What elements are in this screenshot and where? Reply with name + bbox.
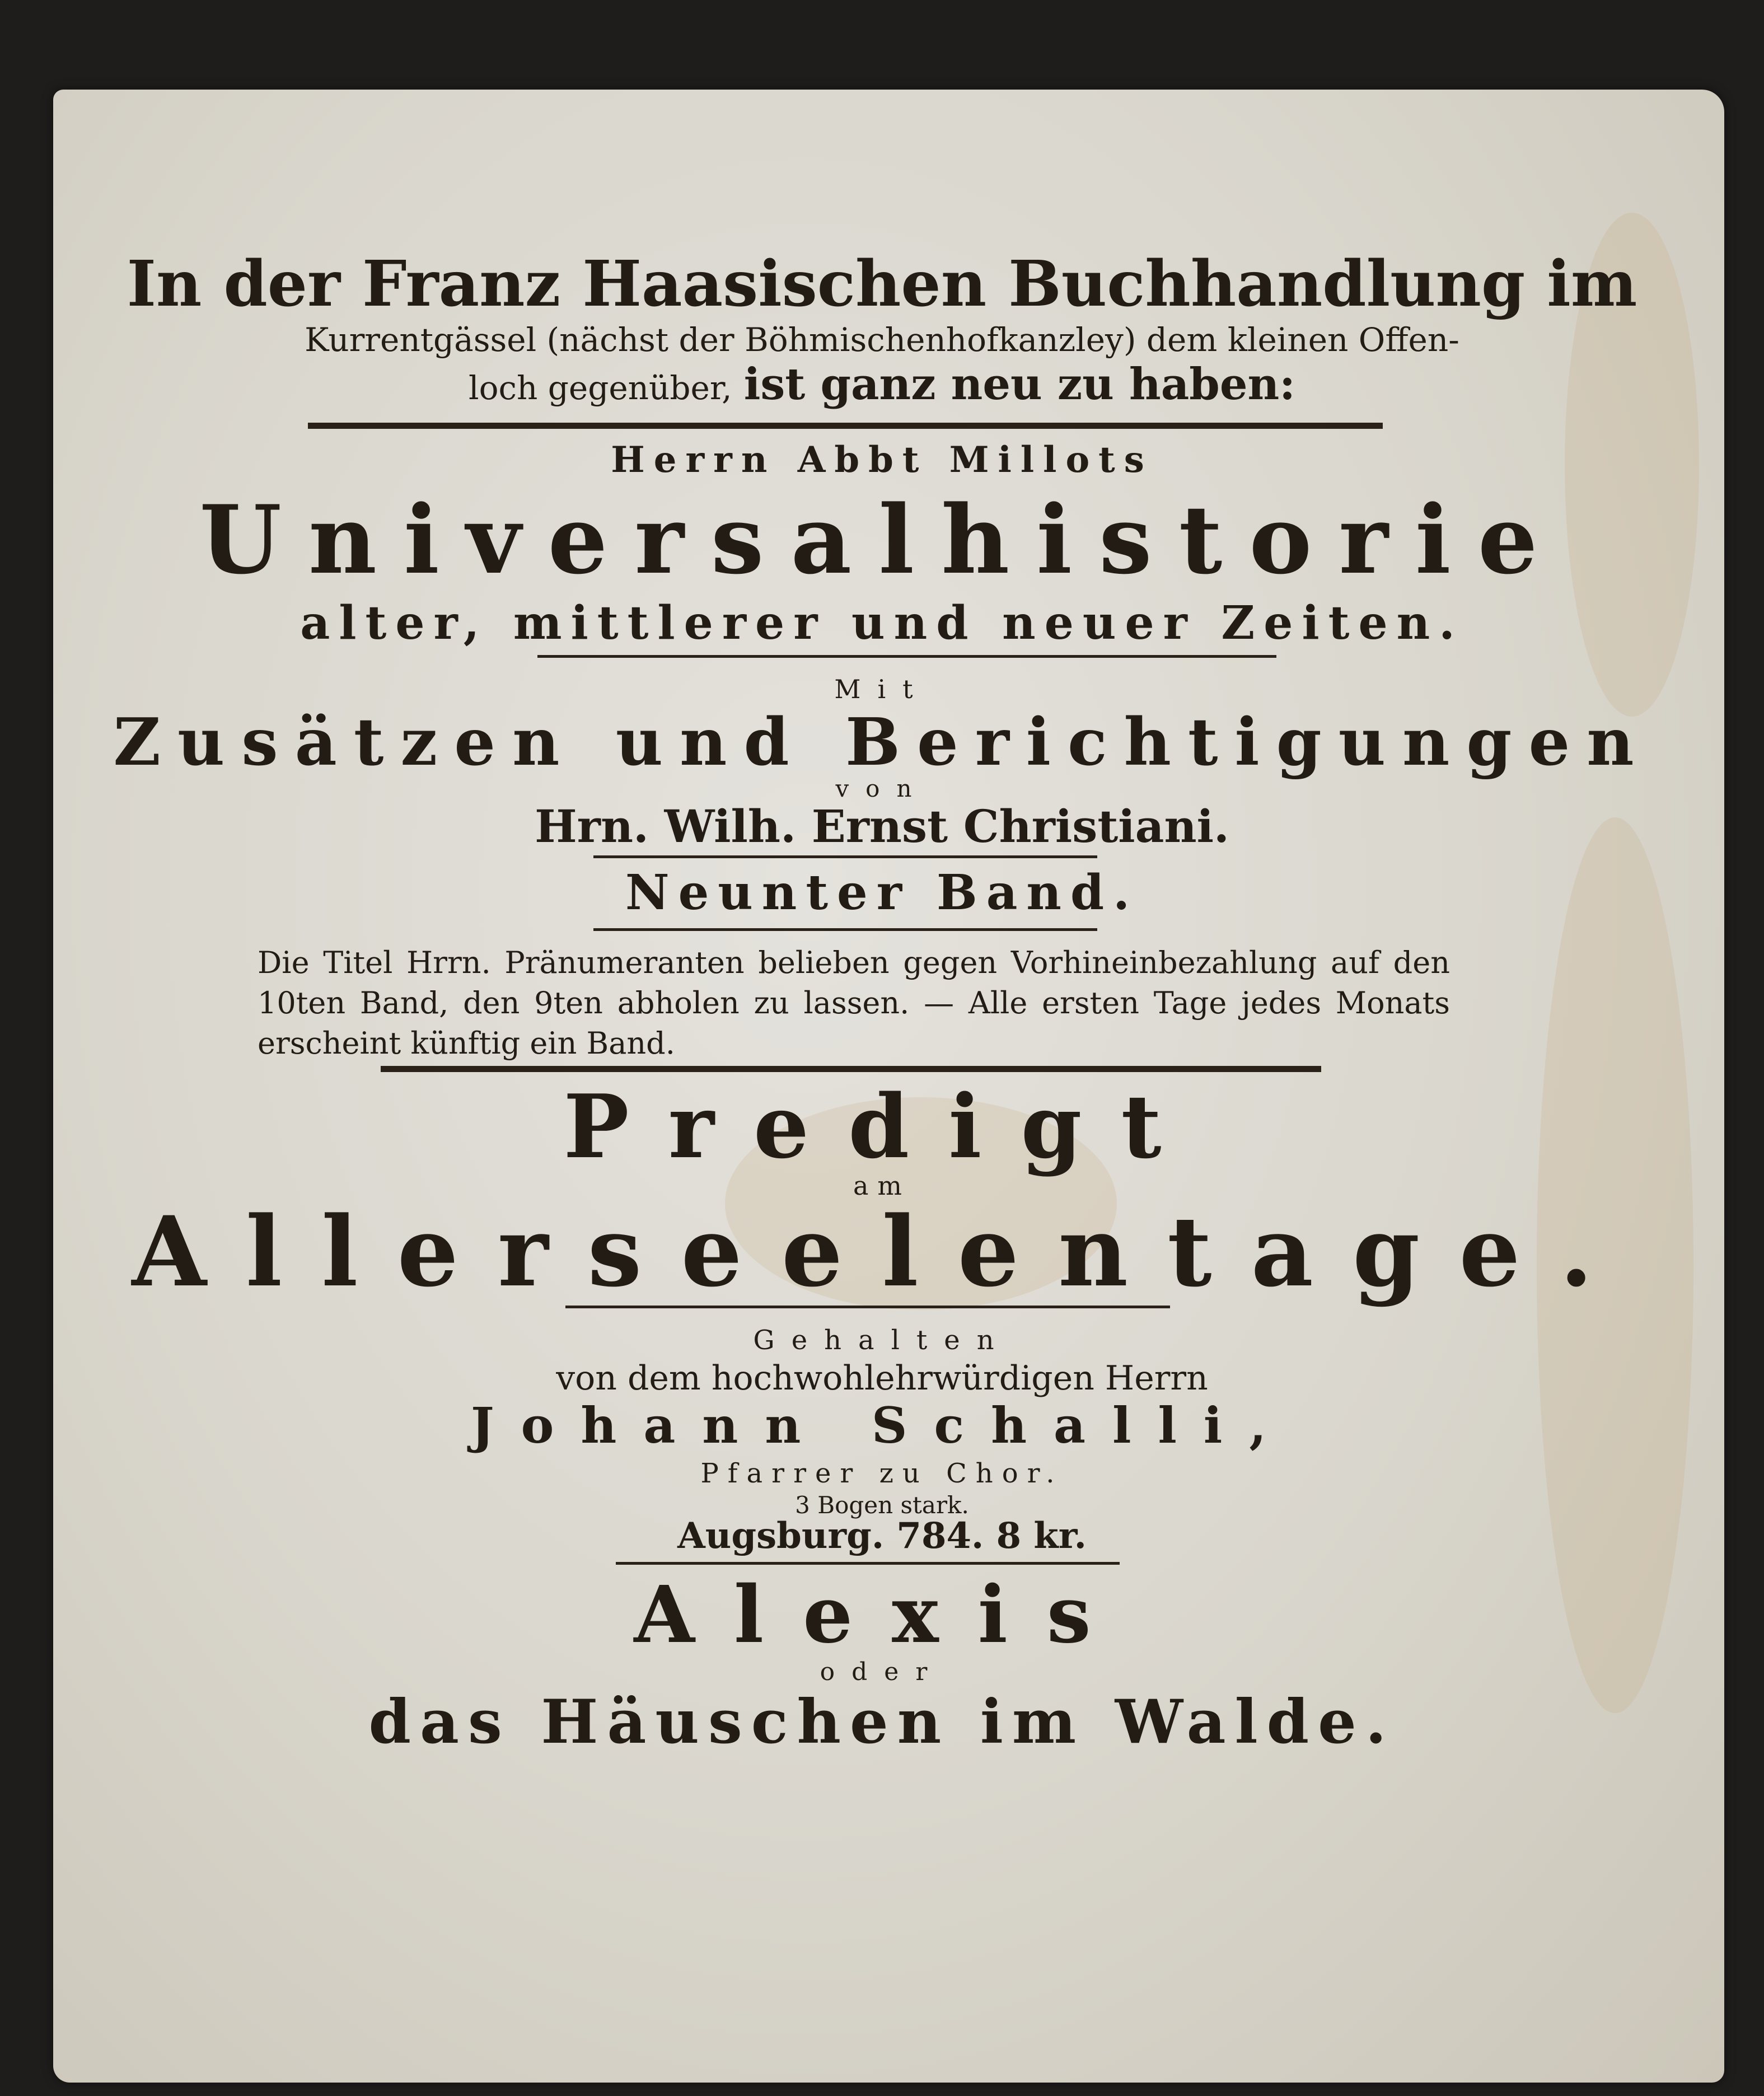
book2-rule [616, 1562, 1120, 1565]
book2-title: Predigt [563, 1075, 1201, 1178]
book1-editor-rule [593, 855, 1097, 858]
book1-volume-rule [593, 928, 1097, 931]
header-line-3b: ist ganz neu zu haben: [743, 359, 1295, 410]
book3-subtitle: das Häuschen im Walde. [368, 1687, 1396, 1757]
header-line-2: Kurrentgässel (nächst der Böhmischenhofkanzley) dem kleinen Offen- [305, 321, 1459, 359]
book2-imprint: Augsburg. 784. 8 kr. [677, 1515, 1087, 1557]
header-line-1: In der Franz Haasischen Buchhandlung im [127, 247, 1637, 321]
book1-rule [381, 1066, 1321, 1072]
book2-by: von dem hochwohlehrwürdigen Herrn [556, 1359, 1208, 1398]
book2-size: 3 Bogen stark. [795, 1491, 969, 1519]
book1-von: von [835, 775, 929, 802]
book1-author: Herrn Abbt Millots [611, 439, 1153, 481]
book2-am: am [853, 1171, 911, 1201]
book2-name: Johann Schalli, [471, 1396, 1293, 1454]
book1-note: Die Titel Hrrn. Pränumeranten belieben gegen Vorhineinbezahlung auf den 10ten Band, den 9ten abholen zu lassen. — Alle ersten Tage jedes Monats erscheint künftig ein Band. [258, 945, 1450, 1061]
book1-subtitle: alter, mittlerer und neuer Zeiten. [300, 596, 1464, 650]
book1-additions: Zusätzen und Berichtigungen [113, 704, 1651, 780]
book2-gehalten: Gehalten [753, 1325, 1011, 1356]
book1-mit: Mit [834, 674, 930, 704]
book2-title2: Allerseelentage. [132, 1195, 1632, 1308]
header-line-3a: loch gegenüber, [469, 369, 732, 407]
book1-title: Universalhistorie [199, 484, 1565, 595]
book3-oder: oder [820, 1658, 944, 1686]
header-line-3 [0, 359, 1764, 410]
book2-role: Pfarrer zu Chor. [700, 1458, 1064, 1489]
book1-subtitle-rule [537, 655, 1276, 658]
book3-title: Alexis [634, 1569, 1130, 1661]
header-rule [308, 423, 1383, 429]
book1-volume: Neunter Band. [625, 864, 1139, 921]
book2-title2-rule [565, 1306, 1170, 1308]
book1-editor: Hrn. Wilh. Ernst Christiani. [535, 800, 1229, 853]
